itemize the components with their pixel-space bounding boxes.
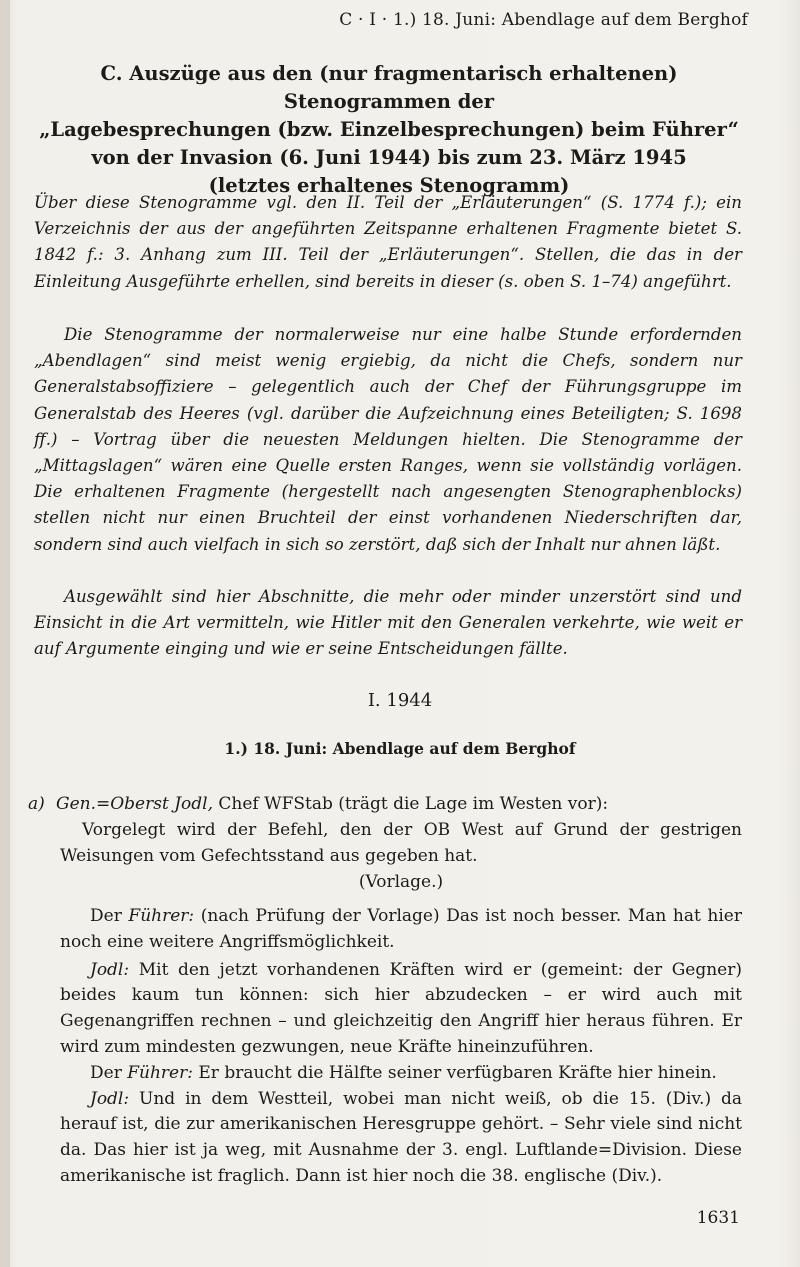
intro-text: Über diese Stenogramme vgl. den II. Teil der „Erläuterungen“ (S. 1774 f.); ein Verzeichnis der aus der angeführten Zeitspanne erhaltenen Fragmente bietet S. 1842 f.: 3. Anhang zum III. Teil der „Erläuterungen“. Stellen, die das in der Einleitung Ausgeführte erhellen, sind bereits in dieser (s. oben S. 1–74) angeführt. (34, 193, 742, 291)
running-head: C · I · 1.) 18. Juni: Abendlage auf dem Berghof (339, 10, 748, 30)
section-title-line: „Lagebesprechungen (bzw. Einzelbesprechungen) beim Führer“ (39, 118, 739, 141)
dialogue-text: (nach Prüfung der Vorlage) Das ist noch besser. Man hat hier noch eine weitere Angriffsmöglichkeit. (60, 906, 742, 952)
intro-paragraph-3 (34, 584, 742, 663)
part-title: I. 1944 (367, 690, 433, 711)
section-title-line: von der Invasion (6. Juni 1944) bis zum 23. März 1945 (91, 146, 687, 169)
dialogue-text: Mit den jetzt vorhandenen Kräften wird er (gemeint: der Gegner) beides kaum tun können: sich hier abzudecken – er wird auch mit Gegenangriffen rechnen – und gleichzeitig den Angriff hier heraus führen. Er wird zum mindesten gezwungen, neue Kräfte hineinzuführen. (60, 959, 742, 1057)
subsection-title: 1.) 18. Juni: Abendlage auf dem Berghof (224, 739, 576, 758)
dialogue-line (60, 958, 742, 1061)
intro-paragraph-2 (34, 322, 742, 558)
dialogue-line (60, 1087, 742, 1190)
speaker-role: Chef WFStab (trägt die Lage im Westen vor): (212, 794, 609, 814)
dialogue (60, 904, 742, 1190)
speaker-prefix: Der (90, 906, 129, 926)
speaker-name: Jodl: (90, 959, 130, 980)
intro-paragraph-1 (34, 190, 742, 295)
speaker-name: Führer: (127, 1062, 193, 1083)
speaker-name: Gen.=Oberst Jodl, (56, 794, 213, 814)
body-paragraph: Vorgelegt wird der Befehl, den der OB West auf Grund der gestrigen Weisungen vom Gefechtsstand aus gegeben hat. (60, 820, 742, 866)
dialogue-text: Und in dem Westteil, wobei man nicht weiß, ob die 15. (Div.) da herauf ist, die zur amerikanischen Heresgruppe gehört. – Sehr viele sind nicht da. Das hier ist ja weg, mit Ausnahme der 3. engl. Luftlande=Division. Diese amerikanische ist fraglich. Dann ist hier noch die 38. englische (Div.). (60, 1088, 742, 1186)
entry-a-heading (28, 792, 748, 817)
speaker-name: Jodl: (90, 1088, 130, 1109)
intro-text: Die Stenogramme der normalerweise nur eine halbe Stunde erfordernden „Abendlagen“ sind meist wenig ergiebig, da nicht die Chefs, sondern nur Generalstabsoffiziere – gelegentlich auch der Chef der Führungsgruppe im Generalstab des Heeres (vgl. darüber die Aufzeichnung eines Beteiligten; S. 1698 ff.) – Vortrag über die neuesten Meldungen hielten. Die Stenogramme der „Mittagslagen“ wären eine Quelle ersten Ranges, wenn sie vollständig vorlägen. Die erhaltenen Fragmente (hergestellt nach angesengten Stenographenblocks) stellen nicht nur einen Bruchteil der einst vorhandenen Niederschriften dar, sondern sind auch vielfach in sich so zerstört, daß sich der Inhalt nur ahnen läßt. (34, 325, 742, 554)
page-number: 1631 (696, 1208, 740, 1228)
entry-a-body (60, 818, 742, 895)
speaker-prefix: Der (90, 1062, 128, 1083)
dialogue-text: Er braucht die Hälfte seiner verfügbaren Kräfte hier hinein. (192, 1062, 717, 1083)
entry-a (28, 792, 748, 817)
dialogue-line (60, 904, 742, 956)
page-gutter (0, 0, 10, 1267)
speaker-name: Führer: (128, 906, 195, 926)
dialogue-line (60, 1061, 742, 1087)
stage-note: (Vorlage.) (358, 871, 444, 892)
intro-text: Ausgewählt sind hier Abschnitte, die mehr oder minder unzerstört sind und Einsicht in die Art vermitteln, wie Hitler mit den Generalen verkehrte, wie weit er auf Argumente einging und wie er seine Entscheidungen fällte. (34, 587, 742, 659)
section-title-line: C. Auszüge aus den (nur fragmentarisch erhaltenen) Stenogrammen der (100, 62, 678, 113)
section-title-line: (letztes erhaltenes Stenogramm) (208, 174, 570, 197)
entry-marker: a) (28, 794, 45, 814)
section-title (34, 60, 744, 200)
